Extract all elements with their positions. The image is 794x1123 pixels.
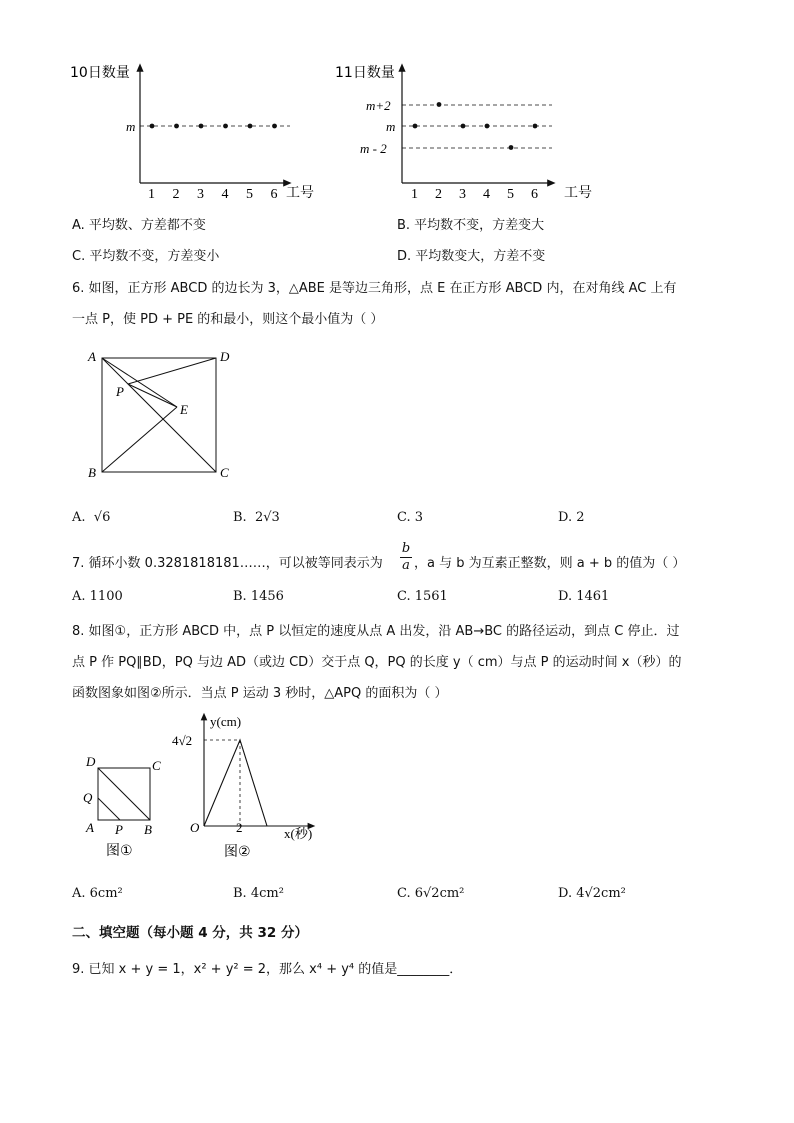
- chart-day10: [60, 55, 320, 202]
- q8-option-b[interactable]: B. 4cm²: [233, 886, 284, 901]
- chart2-point-5: [509, 145, 514, 150]
- q5-option-d[interactable]: D. 平均数变大，方差不变: [397, 249, 546, 264]
- q6-label-b: B: [88, 465, 96, 480]
- chart1-point-5: [248, 124, 253, 129]
- q8-fig1-label-c: C: [152, 758, 161, 773]
- chart1-xtick-1: 1: [148, 187, 155, 202]
- q9-text: 9. 已知 x + y = 1，x² + y² = 2，那么 x⁴ + y⁴ 的值是________．: [72, 962, 463, 977]
- chart1-point-2: [174, 124, 179, 129]
- chart2-xlabel: 工号: [564, 185, 592, 201]
- q8-option-c[interactable]: C. 6√2cm²: [397, 886, 465, 901]
- q6-seg-pd: [128, 358, 216, 384]
- q7-frac-den: a: [402, 558, 410, 573]
- fig2-ytick-4root2: 4√2: [172, 733, 193, 748]
- q6-option-b-value: 2√3: [254, 510, 280, 525]
- q8-fig1-label-b: B: [144, 822, 152, 837]
- chart2-ytick-m: m: [386, 119, 396, 134]
- fig2-caption: 图②: [224, 844, 251, 860]
- q7-option-d[interactable]: D. 1461: [558, 589, 610, 604]
- q6-option-d[interactable]: D. 2: [558, 510, 585, 525]
- q8-fig1-label-p: P: [115, 822, 123, 837]
- chart1-xlabel: 工号: [286, 185, 314, 201]
- fig2-xtick-2: 2: [236, 820, 243, 835]
- chart1-point-6: [272, 124, 277, 129]
- chart1-point-4: [223, 124, 228, 129]
- chart1-point-3: [199, 124, 204, 129]
- fig2-xlabel: x(秒): [284, 826, 313, 841]
- q8-fig1-label-q: Q: [83, 790, 93, 805]
- chart-day11: [330, 55, 610, 202]
- q8-line1: 8. 如图①，正方形 ABCD 中，点 P 以恒定的速度从点 A 出发，沿 AB→BC 的路径运动，到点 C 停止．过: [72, 624, 680, 639]
- q8-fig1-label-d: D: [86, 754, 96, 769]
- chart2-ytick-mplus2: m+2: [366, 98, 391, 113]
- chart1-point-1: [150, 124, 155, 129]
- q6-label-c: C: [220, 465, 229, 480]
- q5-option-c[interactable]: C. 平均数不变，方差变小: [72, 249, 220, 264]
- chart2-point-1: [413, 124, 418, 129]
- chart2-point-3: [461, 124, 466, 129]
- chart2-ylabel: 11日数量: [335, 65, 395, 81]
- q7-text-before: 7. 循环小数 0.3281818181……，可以被等同表示为: [72, 556, 383, 571]
- q6-figure: [80, 348, 240, 483]
- section2-heading: 二、填空题（每小题 4 分，共 32 分）: [72, 925, 308, 941]
- chart2-xtick-5: 5: [507, 187, 514, 202]
- q8-fig1-label-a: A: [86, 820, 94, 835]
- chart2-ytick-mminus2: m - 2: [360, 141, 387, 156]
- q6-label-a: A: [88, 349, 96, 364]
- q6-seg-ae: [102, 358, 177, 407]
- q7-frac-num: b: [401, 541, 411, 556]
- q6-option-c[interactable]: C. 3: [397, 510, 424, 525]
- q8-option-d[interactable]: D. 4√2cm²: [558, 886, 626, 901]
- q7-option-c[interactable]: C. 1561: [397, 589, 448, 604]
- q6-option-a-prefix: A.: [72, 510, 86, 525]
- chart2-xtick-4: 4: [483, 187, 490, 202]
- chart2-xtick-6: 6: [531, 187, 538, 202]
- q6-option-a-value: √6: [93, 510, 111, 525]
- q6-label-d: D: [220, 349, 230, 364]
- q8-fig1-caption: 图①: [106, 843, 133, 859]
- q6-option-a[interactable]: [72, 510, 110, 525]
- chart1-xtick-6: 6: [270, 187, 278, 202]
- chart1-xtick-5: 5: [246, 187, 253, 202]
- q8-figure2: [170, 710, 330, 860]
- chart2-point-4: [485, 124, 490, 129]
- chart2-point-2: [437, 102, 442, 107]
- q8-option-a[interactable]: A. 6cm²: [72, 886, 123, 901]
- q6-line2: 一点 P，使 PD + PE 的和最小，则这个最小值为（ ）: [72, 312, 384, 327]
- chart2-xtick-2: 2: [435, 187, 442, 202]
- q6-option-b-prefix: B.: [233, 510, 247, 525]
- chart2-point-6: [533, 124, 538, 129]
- q7-text-after: ，a 与 b 为互素正整数，则 a + b 的值为（ ）: [414, 556, 686, 571]
- q6-label-p: P: [116, 384, 124, 399]
- chart1-xtick-4: 4: [221, 187, 229, 202]
- q8-fig1-seg-pq: [98, 798, 120, 820]
- q6-seg-be: [102, 407, 177, 472]
- q8-fig1-diagonal-bd: [98, 768, 150, 820]
- q6-label-e: E: [180, 402, 188, 417]
- q5-option-b[interactable]: B. 平均数不变，方差变大: [397, 218, 545, 233]
- chart2-xtick-1: 1: [411, 187, 418, 202]
- fig2-origin-label: O: [190, 820, 200, 835]
- q5-option-a[interactable]: A. 平均数、方差都不变: [72, 218, 206, 233]
- chart1-ytick-m: m: [126, 119, 136, 134]
- q8-line2: 点 P 作 PQ∥BD，PQ 与边 AD（或边 CD）交于点 Q，PQ 的长度 y（ cm）与点 P 的运动时间 x（秒）的: [72, 655, 682, 670]
- q6-option-b[interactable]: [233, 510, 280, 525]
- fig2-function-line: [204, 740, 267, 826]
- chart1-xtick-2: 2: [172, 187, 180, 202]
- chart1-xtick-3: 3: [197, 187, 204, 202]
- q7-option-b[interactable]: B. 1456: [233, 589, 284, 604]
- q7-fraction: [400, 541, 412, 574]
- chart2-xtick-3: 3: [459, 187, 466, 202]
- q7-option-a[interactable]: A. 1100: [72, 589, 123, 604]
- fig2-ylabel: y(cm): [210, 714, 242, 729]
- q6-seg-pe: [128, 384, 177, 407]
- q6-line1: 6. 如图，正方形 ABCD 的边长为 3，△ABE 是等边三角形，点 E 在正方形 ABCD 内，在对角线 AC 上有: [72, 281, 677, 296]
- chart1-ylabel: 10日数量: [70, 65, 130, 81]
- q8-line3: 函数图象如图②所示．当点 P 运动 3 秒时，△APQ 的面积为（ ）: [72, 686, 448, 701]
